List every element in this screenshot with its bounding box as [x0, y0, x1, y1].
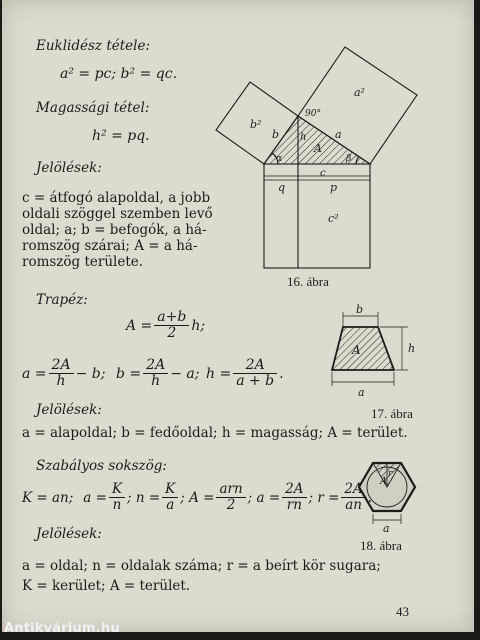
notation1-line: oldal; a; b = befogók, a há- — [22, 222, 207, 238]
fraction — [154, 310, 189, 341]
eq-lhs: h = — [206, 365, 232, 382]
denominator: n — [112, 497, 122, 513]
eq-lhs: ; A = — [180, 489, 215, 506]
figure-18-caption: 18. ábra — [360, 538, 402, 553]
denominator: a — [166, 497, 175, 513]
notation1-line: oldali szöggel szemben levő — [22, 206, 213, 222]
fraction — [341, 482, 365, 513]
numerator: 2A — [49, 358, 74, 374]
notation1-line: c = átfogó alapoldal, a jobb — [22, 190, 211, 206]
trapezoid-a-formula — [22, 358, 105, 389]
denominator: an — [345, 497, 362, 513]
fig18-label-a: a — [383, 522, 390, 535]
denominator: 2 — [167, 325, 177, 341]
fig17-label-h: h — [408, 342, 416, 355]
fraction — [49, 358, 74, 389]
fraction — [109, 482, 125, 513]
altitude-formula: h² = pq. — [92, 128, 150, 144]
trapezoid-shape — [332, 327, 394, 370]
altitude-heading: Magassági tétel: — [36, 100, 150, 116]
label-a: a — [335, 128, 342, 141]
fraction — [282, 482, 306, 513]
label-a2: a² — [354, 86, 365, 99]
notation3-line: K = kerület; A = terület. — [22, 578, 191, 594]
eq-lhs: ; r = — [308, 489, 340, 506]
trapezoid-area-formula — [126, 310, 205, 341]
label-b2: b² — [250, 118, 262, 131]
eq-tail: − b; — [75, 365, 106, 382]
trapezoid-heading: Trapéz: — [36, 292, 88, 308]
denominator: h — [56, 373, 66, 389]
fig17-label-area: A — [352, 343, 361, 357]
label-p: p — [330, 181, 338, 194]
eq-lhs: ; n = — [127, 489, 161, 506]
label-c: c — [320, 168, 326, 179]
denominator: rn — [286, 497, 302, 513]
polygon-heading: Szabályos sokszög: — [36, 458, 167, 474]
trapezoid-h-formula — [206, 358, 284, 389]
label-q: q — [278, 181, 286, 194]
figure-17-trapezoid-diagram — [332, 312, 408, 386]
figure-16-caption: 16. ábra — [287, 274, 329, 289]
notation1-line: romszög területe. — [22, 254, 144, 270]
fig18-label-r: r — [388, 469, 393, 479]
notation3-line: a = oldal; n = oldalak száma; r = a beírt kör sugara; — [22, 558, 381, 574]
eq-tail: h; — [191, 317, 206, 334]
numerator: 2A — [282, 482, 306, 498]
numerator: K — [162, 482, 178, 498]
notation2-line: a = alapoldal; b = fedőoldal; h = magasság; A = terület. — [22, 425, 408, 441]
square-c2 — [264, 164, 370, 268]
fraction — [233, 358, 277, 389]
numerator: 2A — [233, 358, 277, 374]
eq-lhs: b = — [116, 365, 142, 382]
label-c2: c² — [328, 212, 339, 225]
watermark-text: Antikvárium.hu — [4, 621, 120, 636]
fig17-label-b: b — [356, 303, 364, 316]
fraction — [216, 482, 245, 513]
denominator: a + b — [236, 373, 275, 389]
numerator: a+b — [154, 310, 189, 326]
page-number: 43 — [396, 604, 409, 619]
eq-lhs: a = — [83, 489, 107, 506]
label-90deg: 90° — [305, 109, 321, 119]
numerator: 2A — [341, 482, 365, 498]
notation3-heading: Jelölések: — [36, 526, 102, 542]
label-area: A — [314, 142, 322, 155]
fraction — [162, 482, 178, 513]
denominator: h — [151, 373, 161, 389]
eq-lhs: ; a = — [247, 489, 281, 506]
book-page — [2, 0, 474, 632]
figure-17-caption: 17. ábra — [371, 406, 413, 421]
notation1-line: romszög szárai; A = a há- — [22, 238, 198, 254]
label-b: b — [272, 128, 280, 141]
numerator: arn — [216, 482, 245, 498]
eq-tail: . — [279, 365, 284, 382]
label-alpha: α — [276, 154, 283, 164]
euclid-heading: Euklidész tétele: — [36, 38, 151, 54]
eq-k: K = an; — [22, 489, 74, 506]
label-h: h — [300, 132, 307, 143]
eq-lhs: A = — [126, 317, 153, 334]
notation2-heading: Jelölések: — [36, 402, 102, 418]
eq-lhs: a = — [22, 365, 47, 382]
fig17-label-a: a — [358, 386, 365, 399]
trapezoid-b-formula — [116, 358, 199, 389]
eq-tail: − a; — [170, 365, 200, 382]
polygon-formulas — [22, 482, 372, 513]
denominator: 2 — [226, 497, 236, 513]
eq-tail: . — [367, 489, 373, 506]
euclid-formula: a² = pc; b² = qc. — [60, 66, 178, 82]
label-beta: β — [346, 154, 352, 164]
fraction — [143, 358, 168, 389]
numerator: 2A — [143, 358, 168, 374]
fig18-label-area: A — [380, 476, 388, 487]
numerator: K — [109, 482, 125, 498]
notation1-heading: Jelölések: — [36, 160, 102, 176]
